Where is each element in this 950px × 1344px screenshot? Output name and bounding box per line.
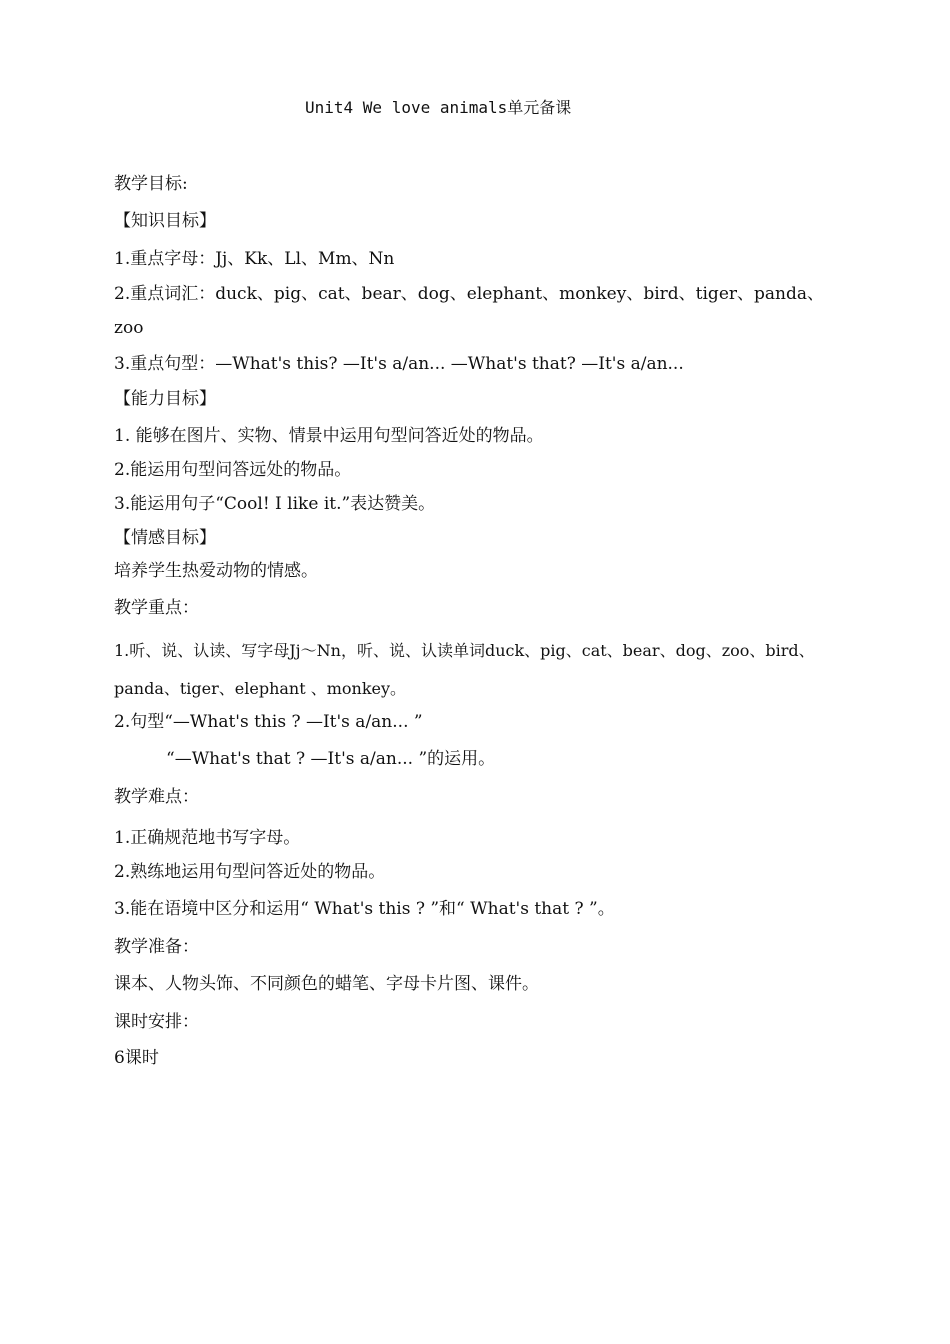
knowledge-item-vocabulary: 2.重点词汇：duck、pig、cat、bear、dog、elephant、monkey、bird、tiger、panda、: [114, 284, 824, 304]
document-title: Unit4 We love animals单元备课: [305, 98, 572, 117]
ability-item-3: 3.能运用句子“Cool! I like it.”表达赞美。: [114, 494, 436, 514]
difficulty-1: 1.正确规范地书写字母。: [114, 828, 301, 848]
teaching-goals-heading: 教学目标:: [114, 174, 188, 194]
schedule-item-1: 6课时: [114, 1048, 159, 1068]
knowledge-item-vocabulary-continued: zoo: [114, 318, 144, 338]
key-point-2: 2.句型“—What's this ? —It's a/an... ”: [114, 712, 423, 732]
difficulty-2: 2.熟练地运用句型问答近处的物品。: [114, 862, 386, 882]
ability-item-1: 1. 能够在图片、实物、情景中运用句型问答近处的物品。: [114, 426, 544, 446]
key-point-2-continued: “—What's that ? —It's a/an... ”的运用。: [166, 749, 496, 769]
knowledge-item-sentences: 3.重点句型：—What's this? —It's a/an... —What's that? —It's a/an...: [114, 354, 684, 374]
key-points-heading: 教学重点：: [114, 598, 199, 618]
ability-goals-heading: 【能力目标】: [114, 389, 216, 409]
emotion-goals-heading: 【情感目标】: [114, 528, 216, 548]
key-point-1: 1.听、说、认读、写字母Jj～Nn，听、说、认读单词duck、pig、cat、bear、dog、zoo、bird、: [114, 641, 815, 660]
knowledge-goals-heading: 【知识目标】: [114, 211, 216, 231]
difficulty-3: 3.能在语境中区分和运用“ What's this ? ”和“ What's that ? ”。: [114, 899, 615, 919]
knowledge-item-letters: 1.重点字母：Jj、Kk、Ll、Mm、Nn: [114, 249, 395, 269]
emotion-item-1: 培养学生热爱动物的情感。: [114, 561, 318, 581]
preparation-item-1: 课本、人物头饰、不同颜色的蜡笔、字母卡片图、课件。: [114, 974, 539, 994]
difficulties-heading: 教学难点：: [114, 787, 199, 807]
schedule-heading: 课时安排：: [114, 1012, 199, 1032]
preparation-heading: 教学准备：: [114, 937, 199, 957]
ability-item-2: 2.能运用句型问答远处的物品。: [114, 460, 352, 480]
key-point-1-continued: panda、tiger、elephant 、monkey。: [114, 679, 407, 698]
